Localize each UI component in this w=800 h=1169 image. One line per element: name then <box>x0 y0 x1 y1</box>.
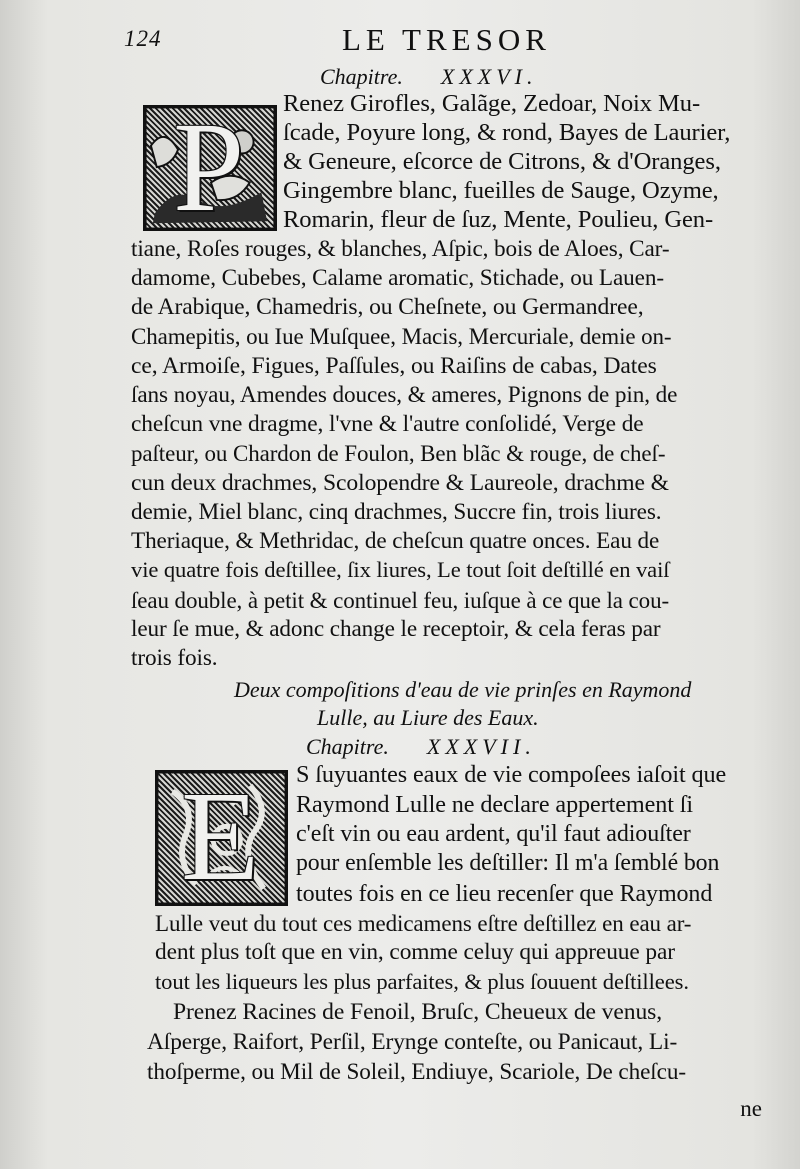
text-line: cun deux drachmes, Scolopendre & Laureole, drachme & <box>131 470 669 496</box>
chapter-36-number: XXXVI. <box>440 64 538 89</box>
text-line: tiane, Roſes rouges, & blanches, Aſpic, bois de Aloes, Car- <box>131 236 670 262</box>
decorated-initial-p <box>143 105 277 231</box>
page-number: 124 <box>124 26 162 51</box>
section-title-line: Deux compoſitions d'eau de vie prinſes en Raymond <box>234 677 692 702</box>
section-title-line: Lulle, au Liure des Eaux. <box>317 705 539 730</box>
chapter-37-label: Chapitre. <box>306 734 389 759</box>
text-line: trois fois. <box>131 645 218 671</box>
text-line: Chamepitis, ou Iue Muſquee, Macis, Mercuriale, demie on- <box>131 324 672 349</box>
text-line: vie quatre fois deſtillee, ſix liures, Le tout ſoit deſtillé en vaiſ <box>131 557 670 582</box>
text-line: Theriaque, & Methridac, de cheſcun quatre onces. Eau de <box>131 528 660 554</box>
text-line: ſeau double, à petit & continuel feu, iuſque à ce que la cou- <box>131 588 670 613</box>
text-line: damome, Cubebes, Calame aromatic, Stichade, ou Lauen- <box>131 265 664 291</box>
page-header <box>124 22 764 62</box>
text-line: c'eſt vin ou eau ardent, qu'il faut adiouſter <box>296 821 691 847</box>
chapter-37-number: XXXVII. <box>426 734 536 759</box>
text-line: cheſcun vne dragme, l'vne & l'autre conſolidé, Verge de <box>131 411 644 437</box>
text-line: de Arabique, Chamedris, ou Cheſnete, ou Germandree, <box>131 294 644 320</box>
chapter-36-label: Chapitre. <box>320 64 403 89</box>
chapter-36-heading <box>320 64 538 90</box>
text-line: Raymond Lulle ne declare appertement ſi <box>296 791 694 818</box>
decorated-initial-e <box>155 770 288 906</box>
text-line: & Geneure, eſcorce de Citrons, & d'Oranges, <box>283 148 721 175</box>
text-line: Aſperge, Raifort, Perſil, Erynge conteſte, ou Panicaut, Li- <box>147 1029 678 1055</box>
running-head: LE TRESOR <box>342 22 551 57</box>
text-line: Romarin, fleur de ſuz, Mente, Poulieu, Gen- <box>283 206 714 233</box>
text-line: ſcade, Poyure long, & rond, Bayes de Laurier, <box>283 119 731 146</box>
text-line: dent plus toſt que en vin, comme celuy qui appreuue par <box>155 939 675 965</box>
initial-letter-e: E <box>181 770 260 906</box>
text-line: demie, Miel blanc, cinq drachmes, Succre fin, trois liures. <box>131 499 662 525</box>
text-line: Renez Girofles, Galãge, Zedoar, Noix Mu- <box>283 90 701 117</box>
text-line: Gingembre blanc, fueilles de Sauge, Ozyme, <box>283 177 719 204</box>
text-line: toutes fois en ce lieu recenſer que Raymond <box>296 881 713 907</box>
text-line: Prenez Racines de Fenoil, Bruſc, Cheueux de venus, <box>173 999 663 1025</box>
text-line: thoſperme, ou Mil de Soleil, Endiuye, Scariole, De cheſcu- <box>147 1059 686 1085</box>
initial-letter-p: P <box>173 105 245 231</box>
text-line: ſans noyau, Amendes douces, & ameres, Pignons de pin, de <box>131 382 678 408</box>
catchword: ne <box>740 1096 762 1121</box>
text-line: paſteur, ou Chardon de Foulon, Ben blãc & rouge, de cheſ- <box>131 441 666 466</box>
text-line: tout les liqueurs les plus parfaites, & plus ſouuent deſtillees. <box>155 969 689 994</box>
text-line: leur ſe mue, & adonc change le receptoir, & cela feras par <box>131 616 661 642</box>
text-line: pour enſemble les deſtiller: Il m'a ſemblé bon <box>296 850 720 876</box>
text-line: ce, Armoiſe, Figues, Paſſules, ou Raiſins de cabas, Dates <box>131 353 657 379</box>
text-line: Lulle veut du tout ces medicamens eſtre deſtillez en eau ar- <box>155 911 692 936</box>
text-line: S ſuyuantes eaux de vie compoſees iaſoit que <box>296 761 727 788</box>
chapter-37-heading <box>306 734 536 760</box>
